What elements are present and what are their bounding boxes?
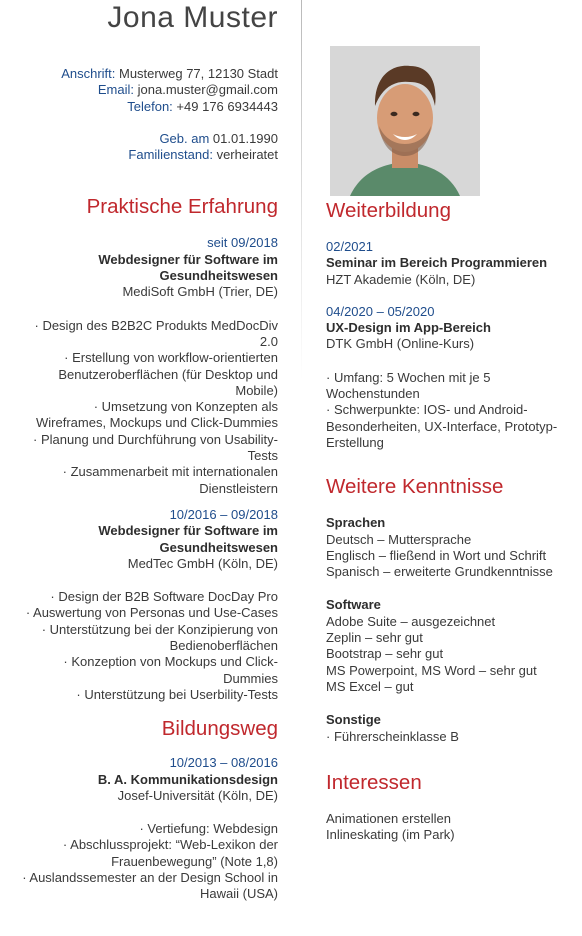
skills-group: [326, 712, 578, 745]
bullet-line: · Design des B2B2C Produkts MedDocDiv: [34, 317, 278, 333]
bullet-line: Wochenstunden: [326, 386, 420, 402]
email-label: Email:: [97, 82, 135, 98]
skill-line: · Führerscheinklasse B: [326, 728, 459, 744]
skill-line: Zeplin – sehr gut: [326, 630, 423, 646]
bullet-line: · Vertiefung: Webdesign: [139, 821, 278, 837]
education-title: Bildungsweg: [161, 717, 278, 741]
bullet-line: · Erstellung von workflow-orientierten: [64, 350, 278, 366]
address-line: [0, 66, 278, 82]
bullet-line: · Umfang: 5 Wochen mit je 5: [326, 369, 491, 385]
education-date: 10/2013 – 08/2016: [169, 755, 278, 771]
birth-label: Geb. am: [159, 130, 210, 146]
skills-group: [326, 515, 578, 580]
training-place: DTK GmbH (Online-Kurs): [326, 336, 475, 352]
skill-line: Adobe Suite – ausgezeichnet: [326, 613, 496, 629]
bullet-line: Erstellung: [326, 434, 384, 450]
bullet-line: · Abschlussprojekt: “Web-Lexikon der: [62, 837, 278, 853]
left-column: [0, 0, 278, 903]
job-bullets: [0, 589, 278, 703]
email-line: [0, 82, 278, 98]
skill-line: Deutsch – Muttersprache: [326, 531, 472, 547]
training-entry: [326, 239, 578, 288]
bullet-line: Wireframes, Mockups und Click-Dummies: [36, 415, 278, 431]
bullet-line: Hawaii (USA): [199, 886, 278, 902]
phone-value[interactable]: +49 176 6934443: [176, 98, 278, 114]
job-company: MediSoft GmbH (Trier, DE): [122, 284, 278, 300]
job-title-line: Gesundheitswesen: [159, 268, 278, 284]
email-value[interactable]: jona.muster@gmail.com: [137, 82, 278, 98]
skills-group-heading: Sprachen: [326, 515, 386, 531]
bullet-line: · Planung und Durchführung von Usability-: [33, 431, 278, 447]
job-entry: [0, 507, 278, 703]
contact-block: [0, 66, 278, 163]
job-company: MedTec GmbH (Köln, DE): [127, 555, 278, 571]
skill-line: Englisch – fließend in Wort und Schrift: [326, 547, 547, 563]
skill-line: Spanisch – erweiterte Grundkenntnisse: [326, 564, 553, 580]
skills-group: [326, 597, 578, 695]
education-entry: [0, 755, 278, 902]
bullet-line: Benutzeroberflächen (für Desktop und: [58, 366, 278, 382]
job-date: seit 09/2018: [207, 235, 278, 251]
skills-group-heading: Sonstige: [326, 712, 381, 728]
bullet-line: Frauenbewegung” (Note 1,8): [111, 853, 278, 869]
bullet-line: · Konzeption von Mockups und Click-: [63, 654, 278, 670]
job-title-line: Gesundheitswesen: [159, 539, 278, 555]
training-title: Weiterbildung: [326, 199, 451, 222]
skill-line: MS Excel – gut: [326, 678, 414, 694]
training-date: 02/2021: [326, 239, 373, 254]
phone-label: Telefon:: [127, 98, 173, 114]
training-place: HZT Akademie (Köln, DE): [326, 271, 476, 287]
training-entry: [326, 304, 578, 451]
training-bullets: [326, 370, 578, 451]
bullet-line: · Umsetzung von Konzepten als: [93, 399, 278, 415]
job-bullets: [0, 318, 278, 497]
bullet-line: Mobile): [235, 382, 278, 398]
status-value: verheiratet: [216, 147, 278, 163]
education-school: Josef-Universität (Köln, DE): [117, 787, 278, 803]
column-divider: [301, 0, 302, 380]
skills-title: Weitere Kenntnisse: [326, 475, 504, 499]
right-column: [326, 0, 578, 843]
interests-title: Interessen: [326, 770, 422, 794]
bullet-line: Bedienoberflächen: [169, 638, 278, 654]
training-name: Seminar im Bereich Programmieren: [326, 255, 548, 271]
address-label: Anschrift:: [61, 66, 116, 81]
experience-title: Praktische Erfahrung: [86, 195, 278, 219]
job-date: 10/2016 – 09/2018: [169, 506, 278, 522]
bullet-line: · Schwerpunkte: IOS- und Android-: [326, 402, 528, 418]
skill-line: MS Powerpoint, MS Word – sehr gut: [326, 662, 537, 678]
bullet-line: · Auslandssemester an der Design School in: [22, 869, 278, 885]
birth-value: 01.01.1990: [212, 130, 278, 146]
education-degree: B. A. Kommunikationsdesign: [97, 771, 278, 787]
training-date: 04/2020 – 05/2020: [326, 303, 435, 319]
person-name: Jona Muster: [107, 1, 278, 34]
job-entry: [0, 235, 278, 496]
skill-line: Bootstrap – sehr gut: [326, 646, 444, 662]
status-label: Familienstand:: [128, 147, 213, 163]
bullet-line: 2.0: [259, 333, 278, 349]
interest-line: Inlineskating (im Park): [326, 827, 455, 843]
bullet-line: Dienstleistern: [199, 480, 278, 496]
bullet-line: Tests: [247, 448, 278, 464]
bullet-line: · Design der B2B Software DocDay Pro: [50, 589, 278, 605]
bullet-line: · Zusammenarbeit mit internationalen: [62, 464, 278, 480]
interests-list: [326, 811, 578, 844]
bullet-line: Besonderheiten, UX-Interface, Prototyp-: [326, 418, 558, 434]
interest-line: Animationen erstellen: [326, 810, 452, 826]
birth-line: [0, 131, 278, 147]
training-name: UX-Design im App-Bereich: [326, 320, 491, 336]
skills-group-heading: Software: [326, 597, 381, 613]
bullet-line: · Auswertung von Personas und Use-Cases: [25, 605, 278, 621]
bullet-line: · Unterstützung bei der Konzipierung von: [41, 621, 278, 637]
phone-line: [0, 99, 278, 115]
job-title-line: Webdesigner für Software im: [98, 251, 278, 267]
bullet-line: Dummies: [223, 670, 278, 686]
address-value: Musterweg 77, 12130 Stadt: [119, 66, 278, 81]
bullet-line: · Unterstützung bei Userbility-Tests: [76, 686, 278, 702]
job-title-line: Webdesigner für Software im: [98, 523, 278, 539]
status-line: [0, 147, 278, 163]
education-bullets: [0, 821, 278, 902]
